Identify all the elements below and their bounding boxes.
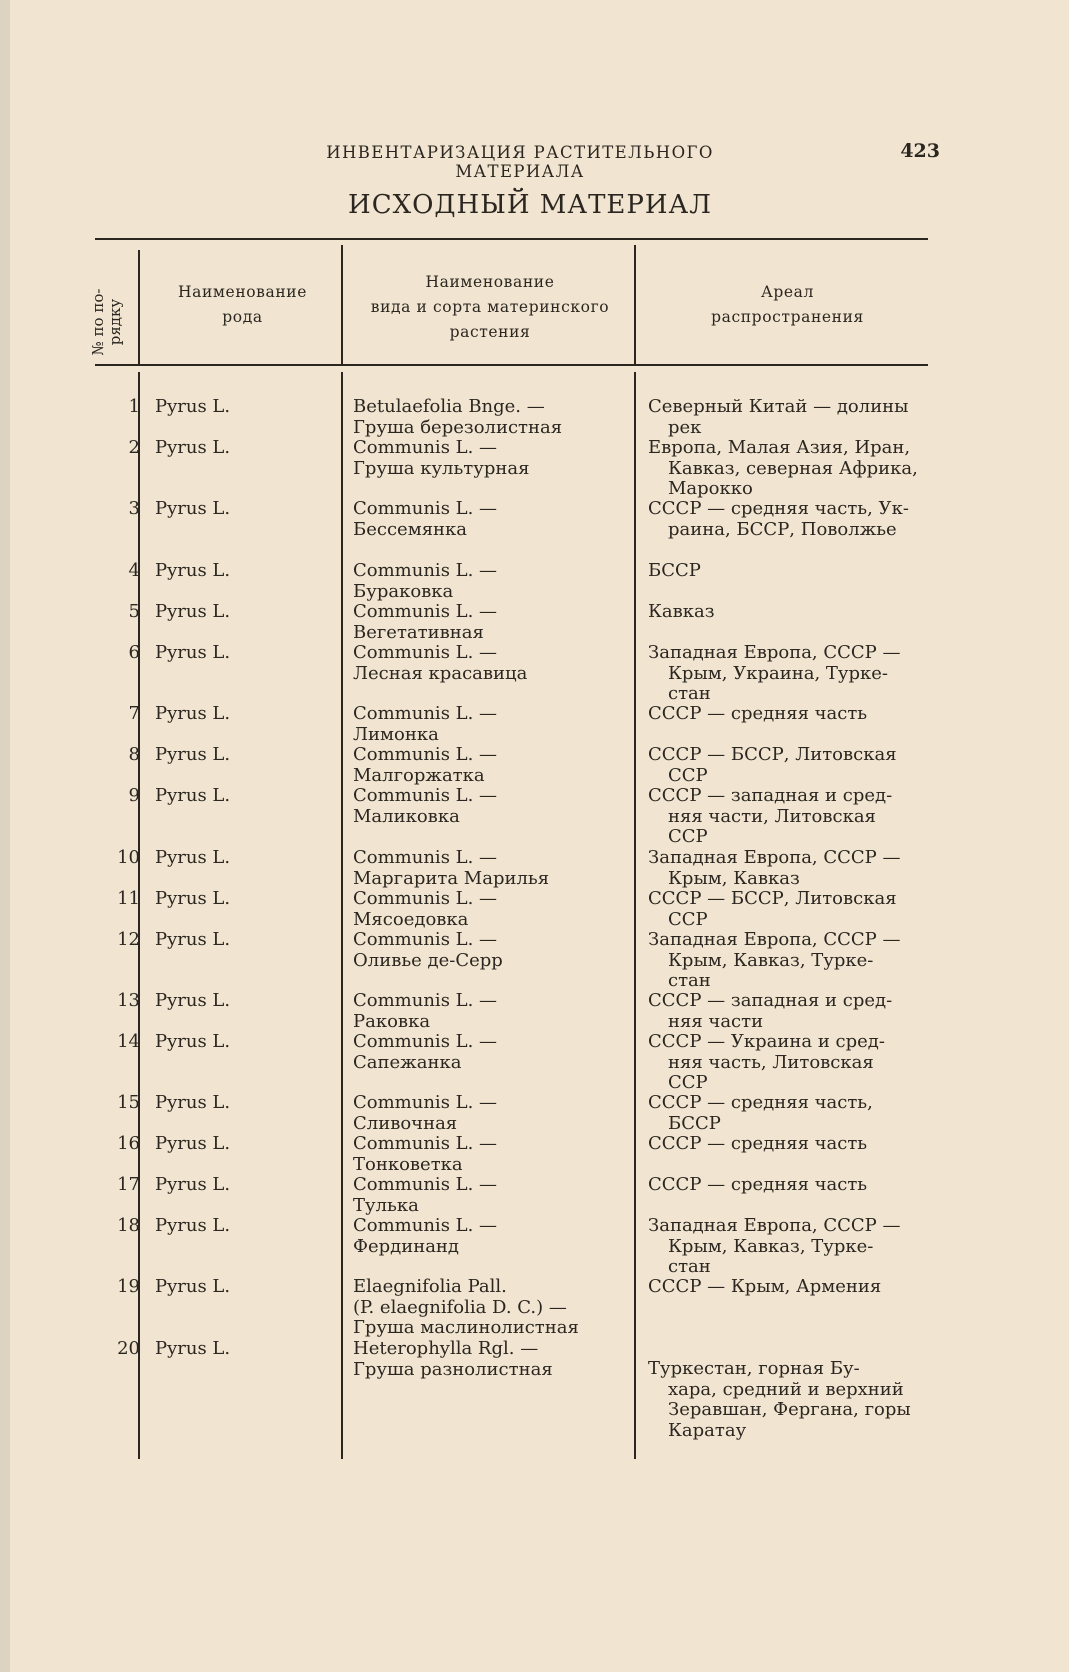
area-cell [648,991,930,1032]
header-row-number [89,286,124,358]
area-line: Крым, Украина, Турке- [668,662,889,684]
row-number: 2 [128,437,140,458]
area-line: Каратау [668,1419,747,1441]
species-cell: Communis L. — Сапежанка [353,1031,498,1073]
area-line: стан [668,1256,711,1277]
area-line: СССР — западная и сред- [648,785,893,806]
area-line: Европа, Малая Азия, Иран, [648,437,911,458]
genus-cell: Pyrus L. [155,601,231,622]
genus-cell: Pyrus L. [155,929,231,950]
species-cell: Elaegnifolia Pall. (P. elaegnifolia D. C.) — Груша маслинолистная [353,1276,579,1338]
area-cell [648,397,930,438]
area-line: няя части [668,1010,764,1032]
row-number: 7 [128,703,140,724]
species-cell: Heterophylla Rgl. — Груша разнолистная [353,1338,553,1380]
area-cell [648,438,930,500]
species-cell: Communis L. — Раковка [353,990,498,1032]
column-divider-2-body [341,372,343,1459]
header-area: Ареал распространения [711,283,864,326]
row-number: 8 [128,744,140,765]
row-number: 12 [117,929,140,950]
area-line: СССР — средняя часть [648,703,868,724]
area-cell [648,1359,930,1441]
area-line: няя части, Литовская [668,805,876,827]
species-cell: Communis L. — Вегетативная [353,601,498,643]
genus-cell: Pyrus L. [155,1215,231,1236]
area-cell [648,848,930,889]
column-divider-1 [138,250,140,364]
area-cell [648,930,930,992]
area-cell [648,1032,930,1094]
area-line: Марокко [668,478,753,499]
page-number: 423 [900,140,940,162]
section-title: ИСХОДНЫЙ МАТЕРИАЛ [348,190,712,220]
area-line: Западная Европа, СССР — [648,847,901,868]
genus-cell: Pyrus L. [155,703,231,724]
area-line: Западная Европа, СССР — [648,1215,901,1236]
area-line: рек [668,416,702,438]
row-number: 9 [128,785,140,806]
row-number: 11 [117,888,140,909]
row-number: 6 [128,642,140,663]
area-line: БССР [648,560,701,581]
row-number: 3 [128,498,140,519]
area-line: стан [668,683,711,704]
area-line: Западная Европа, СССР — [648,929,901,950]
genus-cell: Pyrus L. [155,888,231,909]
area-line: няя часть, Литовская [668,1051,874,1073]
area-line: СССР — западная и сред- [648,990,893,1011]
table-top-rule [95,238,928,240]
area-line: СССР — Украина и сред- [648,1031,885,1052]
area-line: СССР — средняя часть [648,1133,868,1154]
area-line: СССР — Крым, Армения [648,1276,882,1297]
row-number: 5 [128,601,140,622]
species-cell: Communis L. — Маликовка [353,785,498,827]
area-line: СССР — средняя часть [648,1174,868,1195]
genus-cell: Pyrus L. [155,498,231,519]
genus-cell: Pyrus L. [155,1276,231,1297]
genus-cell: Pyrus L. [155,396,231,417]
area-line: СССР — БССР, Литовская [648,888,897,909]
species-cell: Communis L. — Фердинанд [353,1215,498,1257]
row-number: 19 [117,1276,140,1297]
species-cell: Communis L. — Маргарита Марилья [353,847,550,889]
genus-cell: Pyrus L. [155,1031,231,1052]
area-line: Крым, Кавказ [668,867,800,889]
species-cell: Communis L. — Лимонка [353,703,498,745]
header-bottom-rule [95,364,928,366]
species-cell: Communis L. — Малгоржатка [353,744,498,786]
row-number: 18 [117,1215,140,1236]
genus-cell: Pyrus L. [155,560,231,581]
area-cell [648,499,930,540]
genus-cell: Pyrus L. [155,847,231,868]
area-cell [648,602,930,623]
genus-cell: Pyrus L. [155,1092,231,1113]
area-line: раина, БССР, Поволжье [668,518,897,540]
area-line: СССР — БССР, Литовская [648,744,897,765]
area-line: Туркестан, горная Бу- [648,1358,860,1379]
area-line: СССР — средняя часть, Ук- [648,498,909,519]
species-cell: Communis L. — Тулька [353,1174,498,1216]
row-number: 17 [117,1174,140,1195]
area-cell [648,643,930,705]
genus-cell: Pyrus L. [155,642,231,663]
genus-cell: Pyrus L. [155,990,231,1011]
area-cell [648,786,930,848]
area-line: Крым, Кавказ, Турке- [668,949,874,971]
area-cell [648,1216,930,1278]
area-cell [648,561,930,582]
species-cell: Betulaefolia Bnge. — Груша березолистная [353,396,563,438]
area-line: Кавказ [648,601,715,622]
area-cell [648,745,930,786]
area-line: ССР [668,826,708,847]
row-number: 10 [117,847,140,868]
species-cell: Communis L. — Груша культурная [353,437,530,479]
row-number: 14 [117,1031,140,1052]
species-cell: Communis L. — Сливочная [353,1092,498,1134]
area-line: Кавказ, северная Африка, [668,457,918,479]
species-cell: Communis L. — Тонковетка [353,1133,498,1175]
species-cell: Communis L. — Мясоедовка [353,888,498,930]
genus-cell: Pyrus L. [155,1174,231,1195]
area-cell [648,1277,930,1298]
row-number: 15 [117,1092,140,1113]
running-title: ИНВЕНТАРИЗАЦИЯ РАСТИТЕЛЬНОГО МАТЕРИАЛА [326,143,714,181]
area-cell [648,1134,930,1155]
header-genus: Наименование рода [178,283,307,326]
area-line: Зеравшан, Фергана, горы [668,1399,911,1420]
genus-cell: Pyrus L. [155,1133,231,1154]
area-cell [648,704,930,725]
area-line: Западная Европа, СССР — [648,642,901,663]
species-cell: Communis L. — Бураковка [353,560,498,602]
header-species: Наименование вида и сорта материнского растения [370,273,610,341]
species-cell: Communis L. — Бессемянка [353,498,498,540]
genus-cell: Pyrus L. [155,785,231,806]
row-number: 1 [128,396,140,417]
area-line: Крым, Кавказ, Турке- [668,1235,874,1257]
column-divider-2 [341,245,343,364]
row-number: 13 [117,990,140,1011]
genus-cell: Pyrus L. [155,437,231,458]
area-line: ССР [668,1072,708,1093]
area-line: хара, средний и верхний [668,1378,904,1400]
area-line: ССР [668,764,708,786]
row-number: 16 [117,1133,140,1154]
row-number: 4 [128,560,140,581]
area-line: Северный Китай — долины [648,396,909,417]
area-cell [648,1175,930,1196]
genus-cell: Pyrus L. [155,744,231,765]
row-number: 20 [117,1338,140,1359]
area-cell [648,1093,930,1134]
book-page [10,0,1069,1672]
column-divider-3 [634,245,636,364]
area-line: СССР — средняя часть, [648,1092,873,1113]
area-line: БССР [668,1112,721,1134]
header-row-number-label: № по по- рядку [89,288,124,356]
area-line: ССР [668,908,708,930]
species-cell: Communis L. — Оливье де-Серр [353,929,503,971]
area-cell [648,889,930,930]
species-cell: Communis L. — Лесная красавица [353,642,528,684]
genus-cell: Pyrus L. [155,1338,231,1359]
area-line: стан [668,970,711,991]
